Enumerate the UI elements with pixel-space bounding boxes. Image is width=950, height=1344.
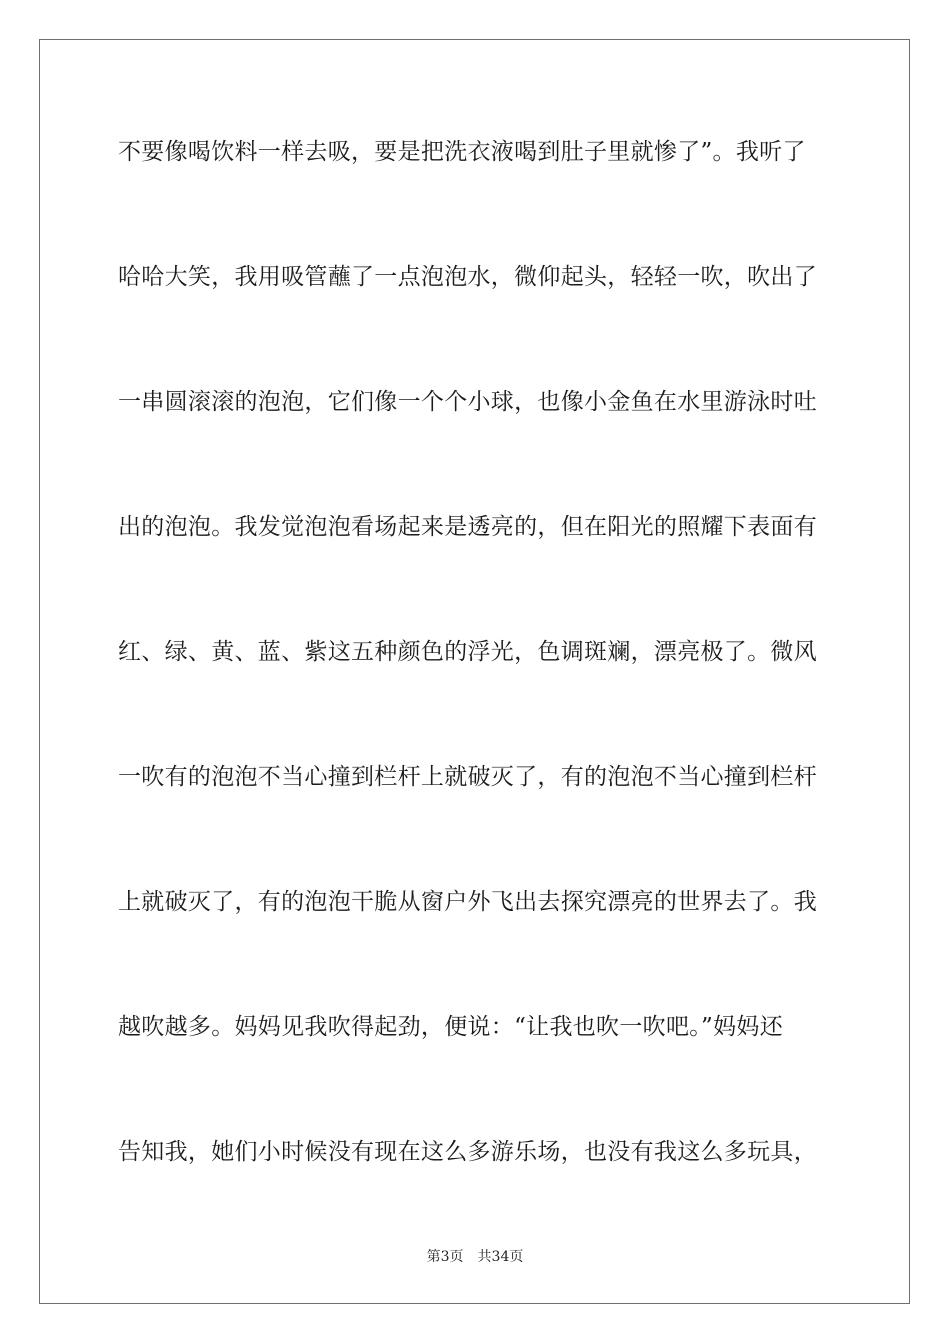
- page-footer: [0, 1248, 950, 1266]
- page-border: [39, 39, 910, 1304]
- text-line: 越吹越多。妈妈见我吹得起劲，便说：“让我也吹一吹吧。”妈妈还: [118, 1014, 784, 1040]
- text-line: 上就破灭了，有的泡泡干脆从窗户外飞出去探究漂亮的世界去了。我: [118, 889, 817, 915]
- text-line: 出的泡泡。我发觉泡泡看场起来是透亮的，但在阳光的照耀下表面有: [118, 514, 817, 540]
- text-line: 哈哈大笑，我用吸管蘸了一点泡泡水，微仰起头，轻轻一吹，吹出了: [118, 264, 817, 290]
- text-line: 不要像喝饮料一样去吸，要是把洗衣液喝到肚子里就惨了”。我听了: [118, 139, 806, 165]
- text-line: 告知我，她们小时候没有现在这么多游乐场，也没有我这么多玩具，: [118, 1139, 817, 1165]
- current-page-number: 第3页: [426, 1249, 464, 1265]
- total-page-count: 共34页: [477, 1249, 524, 1265]
- text-line: 红、绿、黄、蓝、紫这五种颜色的浮光，色调斑斓，漂亮极了。微风: [118, 639, 817, 665]
- text-line: 一吹有的泡泡不当心撞到栏杆上就破灭了，有的泡泡不当心撞到栏杆: [118, 764, 817, 790]
- text-line: 一串圆滚滚的泡泡，它们像一个个小球，也像小金鱼在水里游泳时吐: [118, 389, 817, 415]
